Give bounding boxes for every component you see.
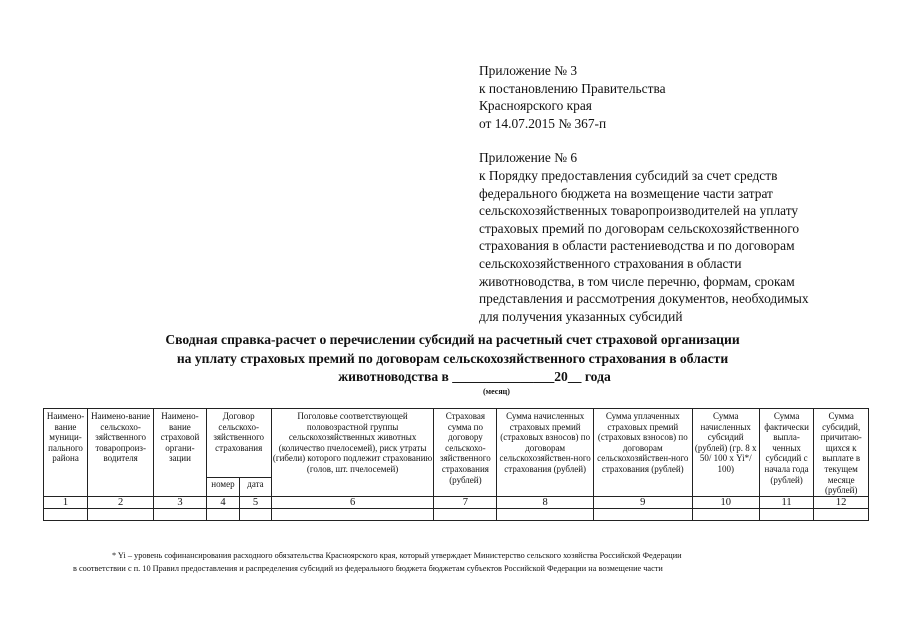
column-number: 7 bbox=[434, 496, 497, 508]
header-contract-date: дата bbox=[240, 477, 271, 496]
title-line-2: на уплату страховых премий по договорам сельскохозяйственного страхования в области bbox=[176, 350, 729, 366]
appendix-line: федерального бюджета на возмещение части затрат bbox=[479, 185, 773, 201]
appendix-line: сельскохозяйственных товаропроизводителей на уплату bbox=[479, 203, 799, 219]
title-line-1: Сводная справка-расчет о перечислении субсидий на расчетный счет страховой организации bbox=[165, 332, 740, 347]
appendix-line: Приложение № 6 bbox=[479, 150, 578, 166]
column-number: 11 bbox=[759, 496, 814, 508]
appendix-line: страхования в области растениеводства и по договорам bbox=[479, 238, 795, 254]
column-number: 5 bbox=[240, 496, 271, 508]
header-insured-sum: Страховая сумма по договору сельскохо-зяйственного страхования (рублей) bbox=[434, 409, 497, 497]
appendix-line: Приложение № 3 bbox=[479, 63, 578, 78]
empty-cell bbox=[271, 508, 434, 520]
column-number: 1 bbox=[44, 496, 88, 508]
column-number: 8 bbox=[497, 496, 594, 508]
appendix-line: от 14.07.2015 № 367-п bbox=[479, 115, 607, 131]
header-paid-premiums: Сумма уплаченных страховых премий (страховых взносов) по договорам сельскохозяйствен-ного страхования (рублей) bbox=[593, 409, 692, 497]
column-number: 3 bbox=[154, 496, 206, 508]
empty-cell bbox=[497, 508, 594, 520]
empty-cell bbox=[240, 508, 271, 520]
header-paid-subsidies: Сумма фактически выпла-ченных субсидий с начала года (рублей) bbox=[759, 409, 814, 497]
empty-cell bbox=[593, 508, 692, 520]
footnote-line-2: в соответствии с п. 10 Правил предоставления и распределения субсидий из федерального бюджета бюджетам субъектов Российской Федерации на возмещение части bbox=[73, 564, 663, 573]
header-accrued-subsidies: Сумма начисленных субсидий (рублей) (гр. 8 х 50/ 100 х Yi*/ 100) bbox=[692, 409, 759, 497]
empty-cell bbox=[154, 508, 206, 520]
empty-data-row bbox=[44, 508, 869, 520]
appendix-line: страховых премий по договорам сельскохозяйственного bbox=[479, 220, 800, 236]
appendix-line: Красноярского края bbox=[479, 98, 592, 114]
column-number: 9 bbox=[593, 496, 692, 508]
header-municipality: Наимено-вание муници-пального района bbox=[44, 409, 88, 497]
empty-cell bbox=[88, 508, 154, 520]
appendix-line: сельскохозяйственного страхования в области bbox=[479, 255, 742, 271]
appendix-header bbox=[479, 62, 899, 325]
subsidy-table bbox=[43, 408, 869, 521]
header-livestock: Поголовье соответствующей половозрастной группы сельскохозяйственных животных (количество пчелосемей), риск утраты (гибели) которого подлежит страхованию (голов, шт. пчелосемей) bbox=[271, 409, 434, 497]
column-number-row bbox=[44, 496, 869, 508]
column-number: 12 bbox=[814, 496, 869, 508]
appendix-line: для получения указанных субсидий bbox=[479, 308, 683, 324]
column-number: 2 bbox=[88, 496, 154, 508]
header-insurer: Наимено-вание страховой органи-зации bbox=[154, 409, 206, 497]
empty-cell bbox=[434, 508, 497, 520]
appendix-6-block bbox=[479, 149, 899, 325]
appendix-3-block bbox=[479, 62, 899, 132]
empty-cell bbox=[44, 508, 88, 520]
column-number: 6 bbox=[271, 496, 434, 508]
appendix-line: представления и рассмотрения документов, необходимых bbox=[479, 291, 809, 307]
empty-cell bbox=[206, 508, 240, 520]
column-number: 10 bbox=[692, 496, 759, 508]
column-number: 4 bbox=[206, 496, 240, 508]
header-accrued-premiums: Сумма начисленных страховых премий (страховых взносов) по договорам сельскохозяйствен-ного страхования (рублей) bbox=[497, 409, 594, 497]
appendix-line: к Порядку предоставления субсидий за счет средств bbox=[479, 167, 778, 183]
header-due-subsidies: Сумма субсидий, причитаю-щихся к выплате в текущем месяце (рублей) bbox=[814, 409, 869, 497]
title-line-3: животноводства в _______________20__ года bbox=[338, 369, 611, 385]
footnote-line-1: * Yi – уровень софинансирования расходного обязательства Красноярского края, который утверждает Министерство сельского хозяйства Российской Федерации bbox=[112, 551, 682, 560]
header-row bbox=[44, 409, 869, 478]
empty-cell bbox=[759, 508, 814, 520]
empty-cell bbox=[692, 508, 759, 520]
header-contract-number: номер bbox=[206, 477, 240, 496]
empty-cell bbox=[814, 508, 869, 520]
footnote bbox=[0, 549, 905, 575]
appendix-line: животноводства, в том числе перечню, формам, срокам bbox=[479, 273, 795, 289]
header-contract-group: Договор сельскохо-зяйственного страхования bbox=[206, 409, 271, 478]
header-producer: Наимено-вание сельскохо-зяйственного товаропроиз-водителя bbox=[88, 409, 154, 497]
month-hint: (месяц) bbox=[483, 387, 510, 396]
document-title bbox=[0, 331, 905, 387]
appendix-line: к постановлению Правительства bbox=[479, 80, 666, 96]
